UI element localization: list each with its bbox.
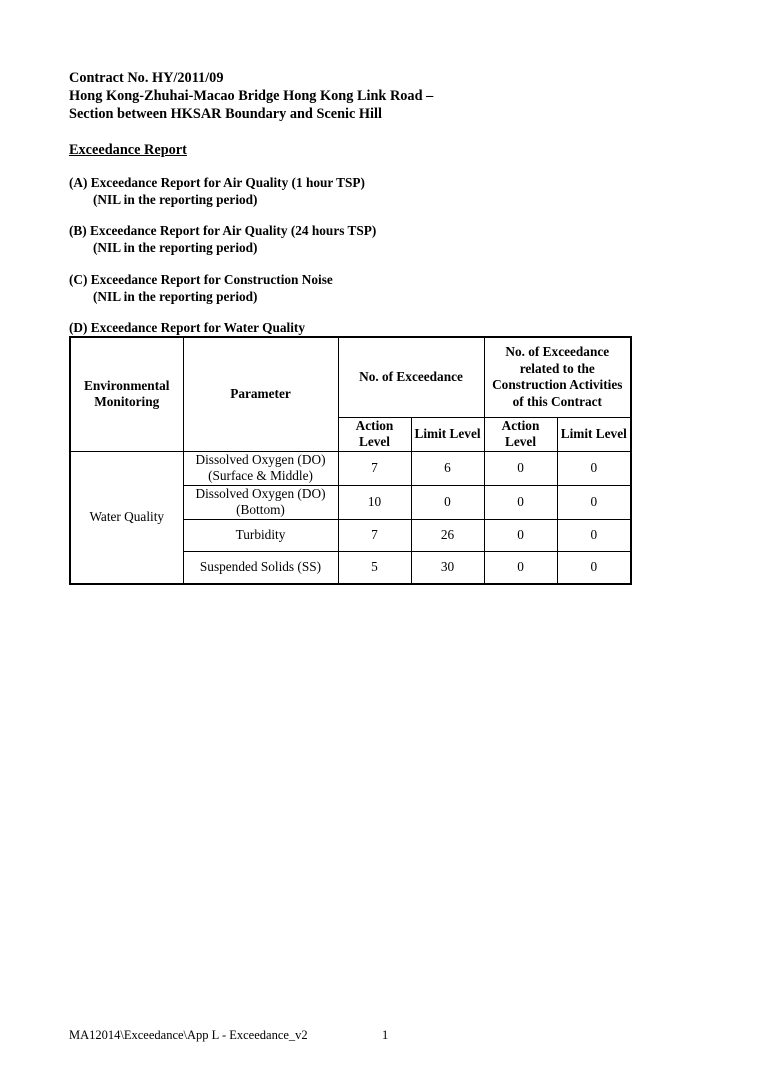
section-d	[69, 319, 305, 336]
parameter-cell: Turbidity	[183, 519, 338, 552]
subheader-limit-level: Limit Level	[411, 417, 484, 451]
table-row	[70, 451, 631, 485]
header-environmental-monitoring: Environmental Monitoring	[70, 337, 183, 451]
section-a	[69, 174, 365, 208]
section-c	[69, 271, 333, 305]
section-c-title: (C) Exceedance Report for Construction Noise	[69, 272, 333, 287]
action-level-cell: 7	[338, 519, 411, 552]
section-b-title: (B) Exceedance Report for Air Quality (24 hours TSP)	[69, 223, 377, 238]
limit-level-cell: 6	[411, 451, 484, 485]
table-header-row	[70, 337, 631, 417]
related-action-level-cell: 0	[484, 485, 557, 519]
section-b	[69, 222, 376, 256]
limit-level-cell: 0	[411, 485, 484, 519]
limit-level-cell: 26	[411, 519, 484, 552]
section-a-note: (NIL in the reporting period)	[93, 192, 258, 207]
footer-file-path: MA12014\Exceedance\App L - Exceedance_v2	[69, 1028, 308, 1042]
header-no-of-exceedance: No. of Exceedance	[338, 337, 484, 417]
action-level-cell: 10	[338, 485, 411, 519]
subheader-related-limit-level: Limit Level	[557, 417, 631, 451]
related-action-level-cell: 0	[484, 519, 557, 552]
parameter-cell: Suspended Solids (SS)	[183, 552, 338, 585]
project-section: Section between HKSAR Boundary and Scenic Hill	[69, 106, 382, 122]
contract-header	[69, 69, 433, 123]
section-b-note: (NIL in the reporting period)	[93, 240, 258, 255]
section-a-title: (A) Exceedance Report for Air Quality (1 hour TSP)	[69, 175, 365, 190]
contract-number: Contract No. HY/2011/09	[69, 70, 224, 86]
header-related-exceedance: No. of Exceedance related to the Construction Activities of this Contract	[484, 337, 631, 417]
limit-level-cell: 30	[411, 552, 484, 585]
parameter-cell: Dissolved Oxygen (DO) (Surface & Middle)	[183, 451, 338, 485]
header-parameter: Parameter	[183, 337, 338, 451]
section-c-note: (NIL in the reporting period)	[93, 289, 258, 304]
related-limit-level-cell: 0	[557, 485, 631, 519]
project-name: Hong Kong-Zhuhai-Macao Bridge Hong Kong Link Road –	[69, 88, 434, 104]
water-quality-exceedance-table	[69, 336, 632, 585]
related-limit-level-cell: 0	[557, 519, 631, 552]
parameter-cell: Dissolved Oxygen (DO) (Bottom)	[183, 485, 338, 519]
related-limit-level-cell: 0	[557, 552, 631, 585]
page-number: 1	[382, 1028, 389, 1042]
related-action-level-cell: 0	[484, 552, 557, 585]
action-level-cell: 5	[338, 552, 411, 585]
related-limit-level-cell: 0	[557, 451, 631, 485]
subheader-related-action-level: Action Level	[484, 417, 557, 451]
report-title: Exceedance Report	[69, 142, 187, 158]
action-level-cell: 7	[338, 451, 411, 485]
section-d-title: (D) Exceedance Report for Water Quality	[69, 320, 305, 335]
env-monitoring-cell: Water Quality	[70, 451, 183, 584]
related-action-level-cell: 0	[484, 451, 557, 485]
subheader-action-level: Action Level	[338, 417, 411, 451]
